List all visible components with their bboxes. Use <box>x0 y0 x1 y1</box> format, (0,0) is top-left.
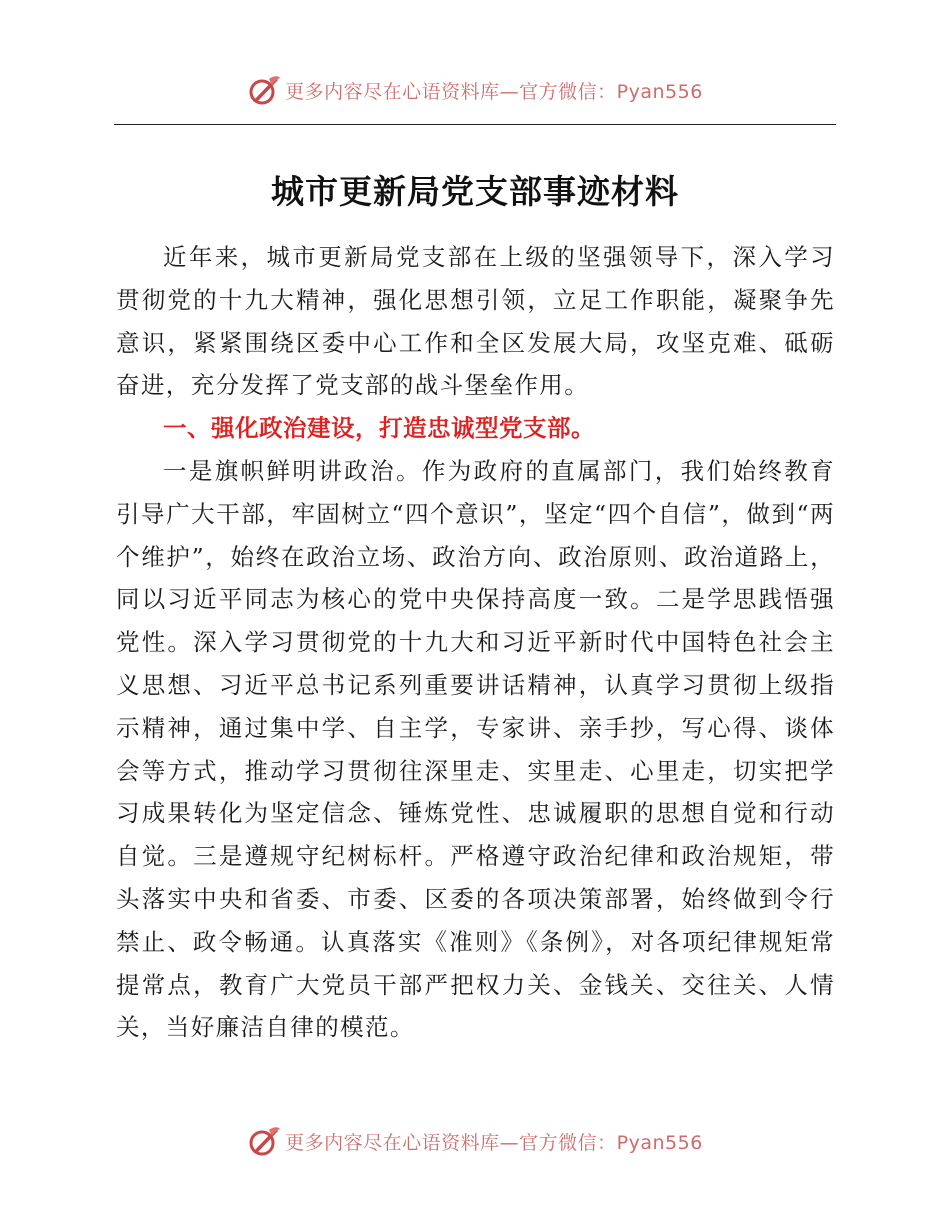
quill-logo-icon <box>247 73 281 107</box>
footer-watermark <box>0 1121 950 1161</box>
header-divider <box>114 124 836 125</box>
document-title: 城市更新局党支部事迹材料 <box>271 172 679 211</box>
header-watermark-text: 更多内容尽在心语资料库—官方微信：Pyan556 <box>285 80 703 103</box>
header-watermark <box>0 70 950 110</box>
document-body <box>116 236 835 1049</box>
quill-logo-icon <box>247 1124 281 1158</box>
section-1-paragraph: 一是旗帜鲜明讲政治。作为政府的直属部门，我们始终教育引导广大干部，牢固树立“四个意识”，坚定“四个自信”，做到“两个维护”，始终在政治立场、政治方向、政治原则、政治道路上，同以习近平同志为核心的党中央保持高度一致。二是学思践悟强党性。深入学习贯彻党的十九大和习近平新时代中国特色社会主义思想、习近平总书记系列重要讲话精神，认真学习贯彻上级指示精神，通过集中学、自主学，专家讲、亲手抄，写心得、谈体会等方式，推动学习贯彻往深里走、实里走、心里走，切实把学习成果转化为坚定信念、锤炼党性、忠诚履职的思想自觉和行动自觉。三是遵规守纪树标杆。严格遵守政治纪律和政治规矩，带头落实中央和省委、市委、区委的各项决策部署，始终做到令行禁止、政令畅通。认真落实《准则》《条例》，对各项纪律规矩常提常点，教育广大党员干部严把权力关、金钱关、交往关、人情关，当好廉洁自律的模范。 <box>116 456 835 1042</box>
section-1-heading: 一、强化政治建设，打造忠诚型党支部。 <box>163 414 595 443</box>
intro-paragraph: 近年来，城市更新局党支部在上级的坚强领导下，深入学习贯彻党的十九大精神，强化思想引领，立足工作职能，凝聚争先意识，紧紧围绕区委中心工作和全区发展大局，攻坚克难、砥砺奋进，充分发挥了党支部的战斗堡垒作用。 <box>116 243 835 400</box>
footer-watermark-text: 更多内容尽在心语资料库—官方微信：Pyan556 <box>285 1131 703 1154</box>
